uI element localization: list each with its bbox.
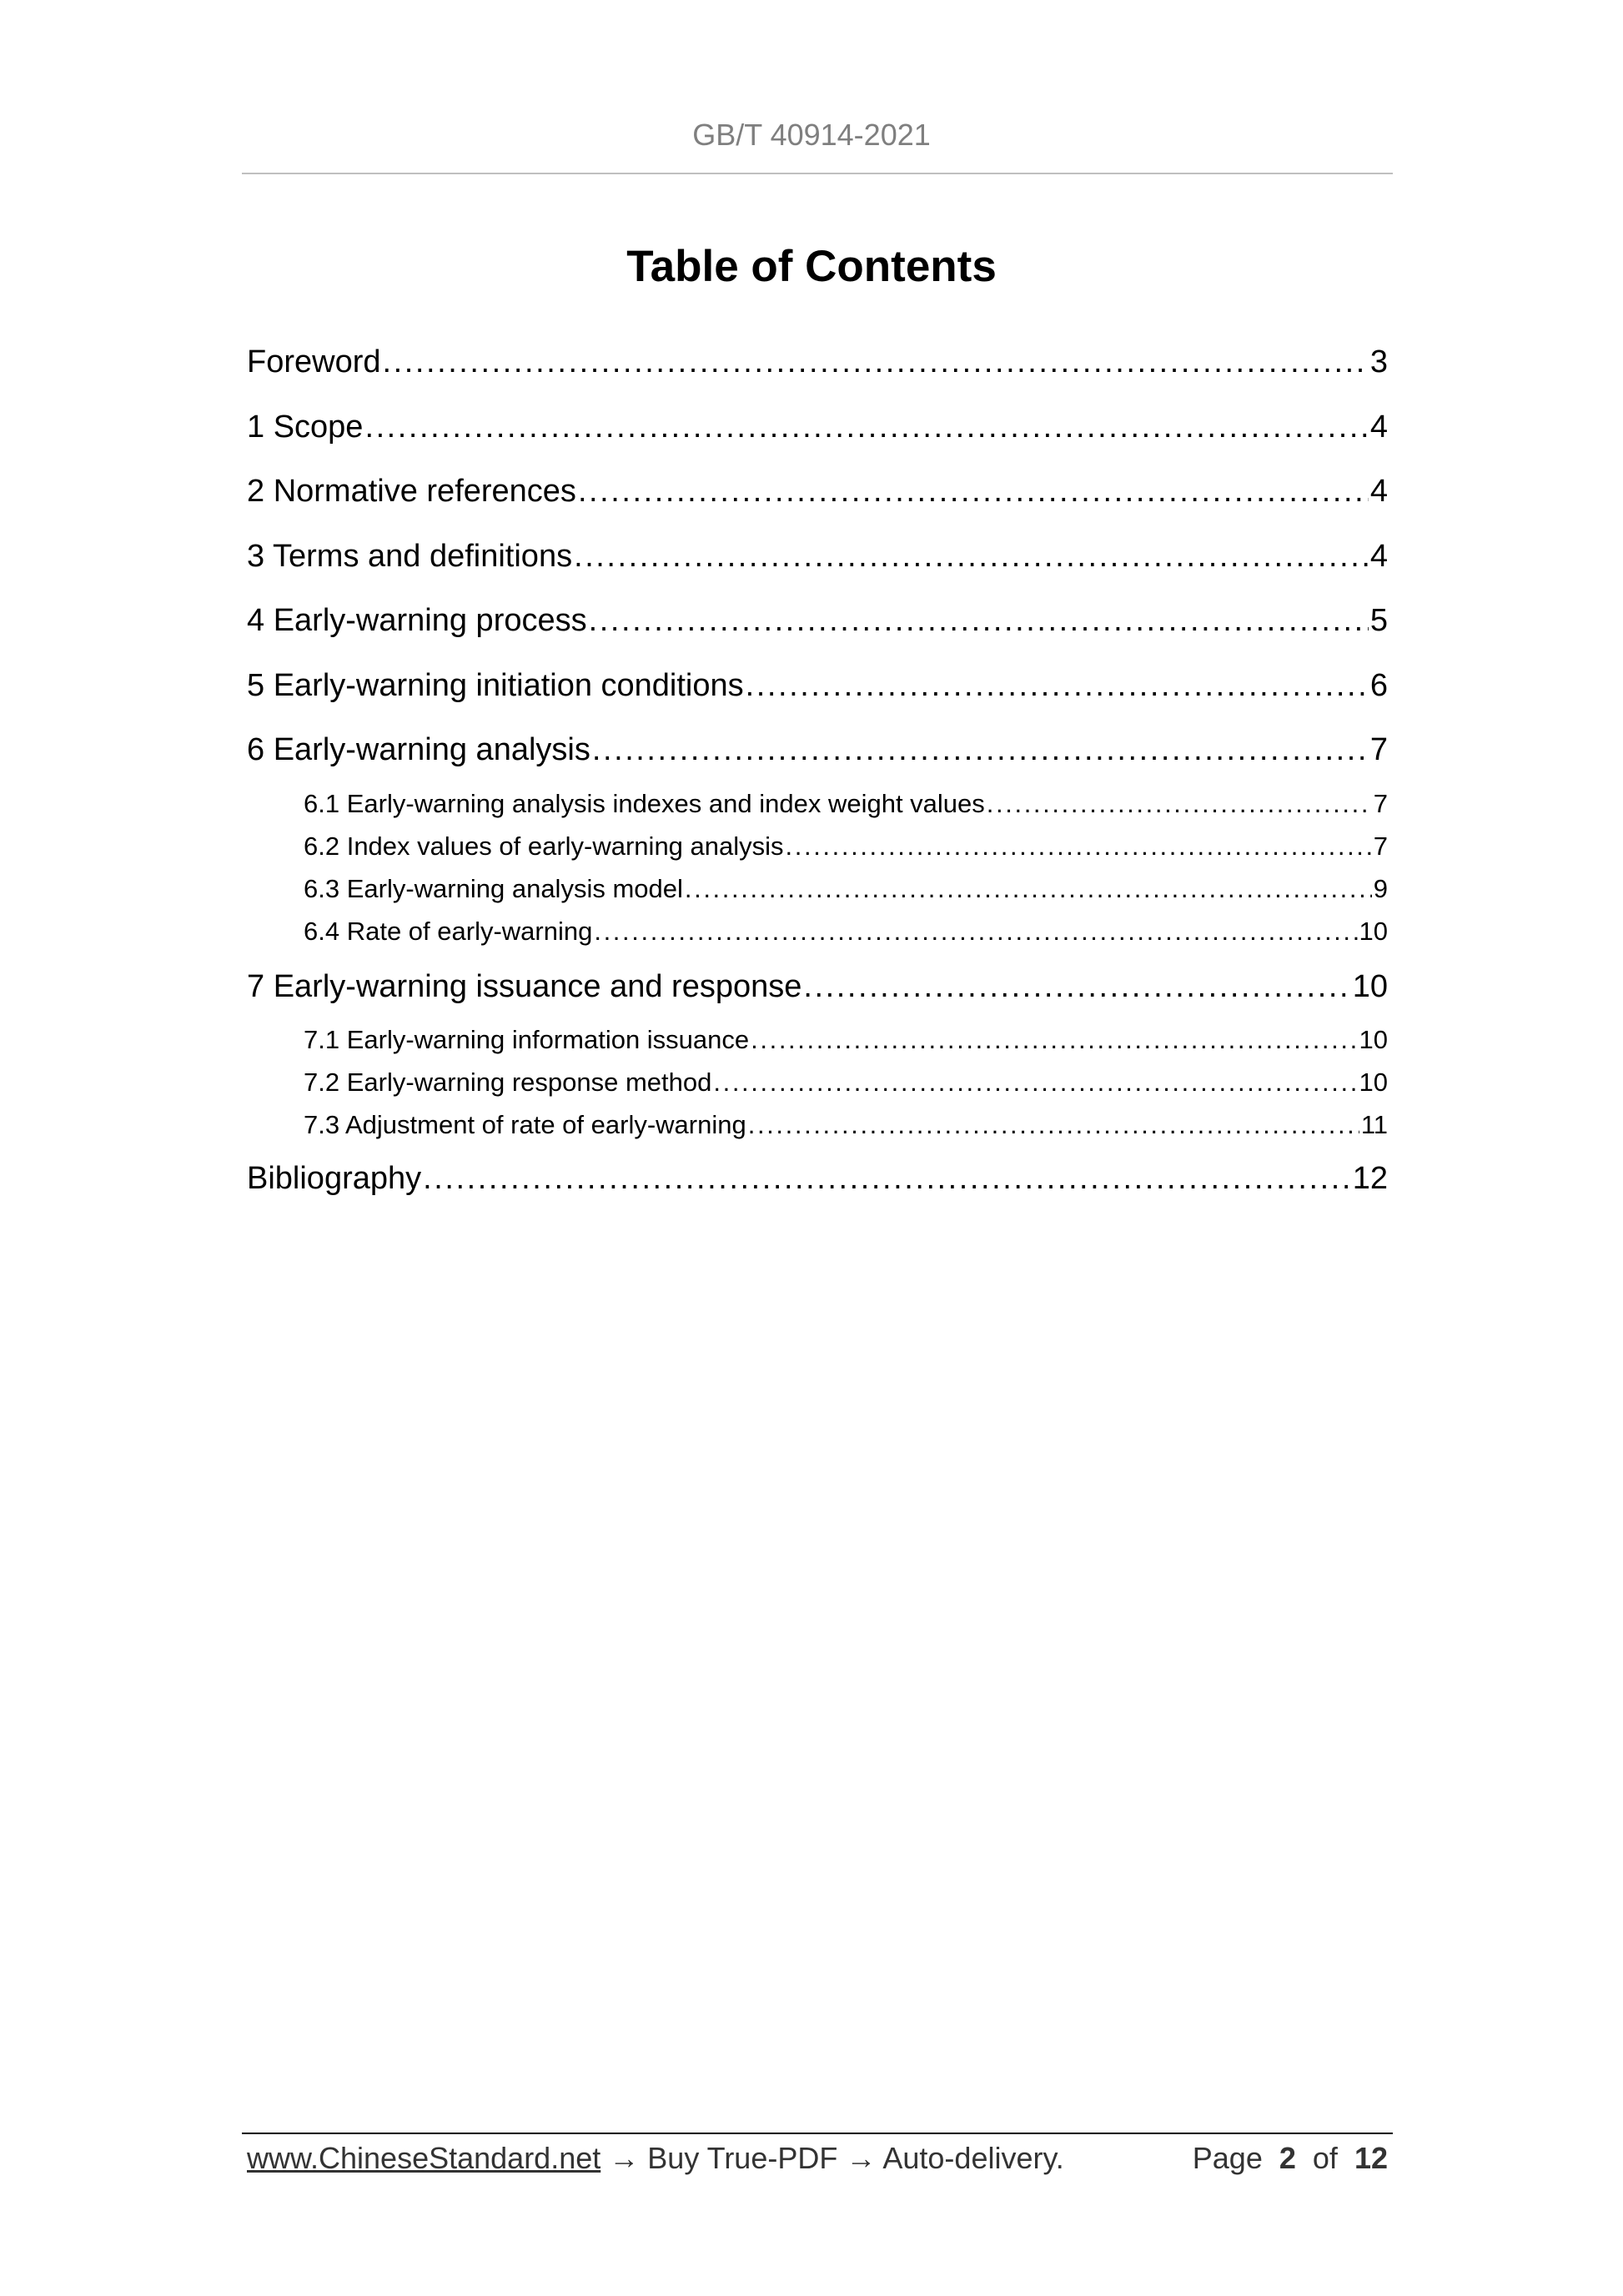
- website-link[interactable]: www.ChineseStandard.net: [247, 2141, 601, 2175]
- toc-entry-page: 11: [1360, 1110, 1388, 1139]
- toc-entry-label: 1 Scope: [247, 409, 364, 445]
- toc-entry-7-3[interactable]: [304, 1108, 1388, 1142]
- toc-entry-label: 7 Early-warning issuance and response: [247, 969, 802, 1004]
- current-page-number: 2: [1279, 2141, 1296, 2175]
- toc-dot-leader: [786, 830, 1372, 863]
- toc-entry-early-warning-analysis[interactable]: [247, 730, 1388, 770]
- toc-entry-label: 6.3 Early-warning analysis model: [304, 874, 683, 903]
- toc-title: Table of Contents: [626, 242, 997, 291]
- toc-dot-leader: [685, 872, 1372, 906]
- toc-entry-terms-and-definitions[interactable]: [247, 536, 1388, 576]
- toc-dot-leader: [748, 1108, 1359, 1142]
- toc-dot-leader: [713, 1066, 1357, 1099]
- toc-entry-6-3[interactable]: [304, 872, 1388, 906]
- running-header: GB/T 40914-2021: [692, 118, 931, 152]
- toc-dot-leader: [589, 600, 1369, 641]
- toc-entry-6-4[interactable]: [304, 915, 1388, 948]
- toc-entry-page: 4: [1369, 474, 1388, 509]
- toc-entry-page: 10: [1352, 969, 1388, 1004]
- toc-dot-leader: [592, 730, 1369, 770]
- toc-entry-page: 9: [1373, 874, 1388, 903]
- toc-entry-page: 3: [1369, 344, 1388, 379]
- toc-entry-label: 7.2 Early-warning response method: [304, 1068, 712, 1097]
- page-footer: [247, 2139, 1388, 2178]
- toc-entry-page: 10: [1359, 917, 1388, 946]
- toc-entry-label: 6.4 Rate of early-warning: [304, 917, 593, 946]
- toc-entry-label: 2 Normative references: [247, 474, 576, 509]
- toc-entry-label: 3 Terms and definitions: [247, 539, 573, 574]
- total-page-count: 12: [1354, 2141, 1388, 2175]
- toc-entry-label: 7.3 Adjustment of rate of early-warning: [304, 1110, 746, 1139]
- footer-promo: [247, 2139, 1064, 2178]
- toc-entry-initiation-conditions[interactable]: [247, 666, 1388, 706]
- toc-entry-7-1[interactable]: [304, 1023, 1388, 1057]
- toc-entry-6-1[interactable]: [304, 787, 1388, 821]
- toc-entry-label: 4 Early-warning process: [247, 603, 587, 638]
- toc-entry-label: 5 Early-warning initiation conditions: [247, 668, 744, 703]
- toc-entry-page: 7: [1373, 831, 1388, 861]
- toc-entry-label: 6.2 Index values of early-warning analysis: [304, 831, 784, 861]
- footer-delivery-text: Auto-delivery.: [882, 2141, 1064, 2175]
- toc-entry-page: 4: [1369, 539, 1388, 574]
- toc-entry-page: 4: [1369, 409, 1388, 445]
- toc-entry-page: 10: [1359, 1025, 1388, 1054]
- toc-dot-leader: [987, 787, 1372, 821]
- toc-entry-page: 7: [1369, 732, 1388, 767]
- arrow-right-icon: →: [609, 2141, 640, 2175]
- toc-dot-leader: [364, 407, 1368, 447]
- of-word: of: [1312, 2141, 1338, 2175]
- footer-divider: [242, 2133, 1393, 2134]
- footer-buy-text: Buy True-PDF: [647, 2141, 838, 2175]
- toc-entry-label: 7.1 Early-warning information issuance: [304, 1025, 750, 1054]
- toc-dot-leader: [803, 967, 1350, 1007]
- toc-entry-early-warning-process[interactable]: [247, 600, 1388, 641]
- toc-entry-label: Foreword: [247, 344, 381, 379]
- toc-entry-scope[interactable]: [247, 407, 1388, 447]
- toc-entry-page: 6: [1369, 668, 1388, 703]
- toc-dot-leader: [423, 1158, 1351, 1198]
- toc-entry-normative-references[interactable]: [247, 471, 1388, 511]
- toc-entry-label: 6 Early-warning analysis: [247, 732, 590, 767]
- toc-dot-leader: [746, 666, 1369, 706]
- toc-entry-page: 12: [1352, 1161, 1388, 1196]
- toc-entry-issuance-and-response[interactable]: [247, 967, 1388, 1007]
- toc-dot-leader: [751, 1023, 1357, 1057]
- toc-entry-label: 6.1 Early-warning analysis indexes and index weight values: [304, 789, 985, 818]
- toc-entry-7-2[interactable]: [304, 1066, 1388, 1099]
- toc-dot-leader: [574, 536, 1369, 576]
- toc-entry-6-2[interactable]: [304, 830, 1388, 863]
- toc-dot-leader: [383, 342, 1369, 382]
- arrow-right-icon: →: [846, 2141, 877, 2175]
- toc-entry-bibliography[interactable]: [247, 1158, 1388, 1198]
- toc-entry-page: 7: [1373, 789, 1388, 818]
- page-word: Page: [1192, 2141, 1263, 2175]
- page-number: [1193, 2139, 1388, 2178]
- toc-entry-page: 5: [1369, 603, 1388, 638]
- header-divider: [242, 173, 1393, 174]
- toc-dot-leader: [578, 471, 1369, 511]
- toc-dot-leader: [594, 915, 1357, 948]
- toc-entry-page: 10: [1359, 1068, 1388, 1097]
- toc-entry-label: Bibliography: [247, 1161, 422, 1196]
- toc-entry-foreword[interactable]: [247, 342, 1388, 382]
